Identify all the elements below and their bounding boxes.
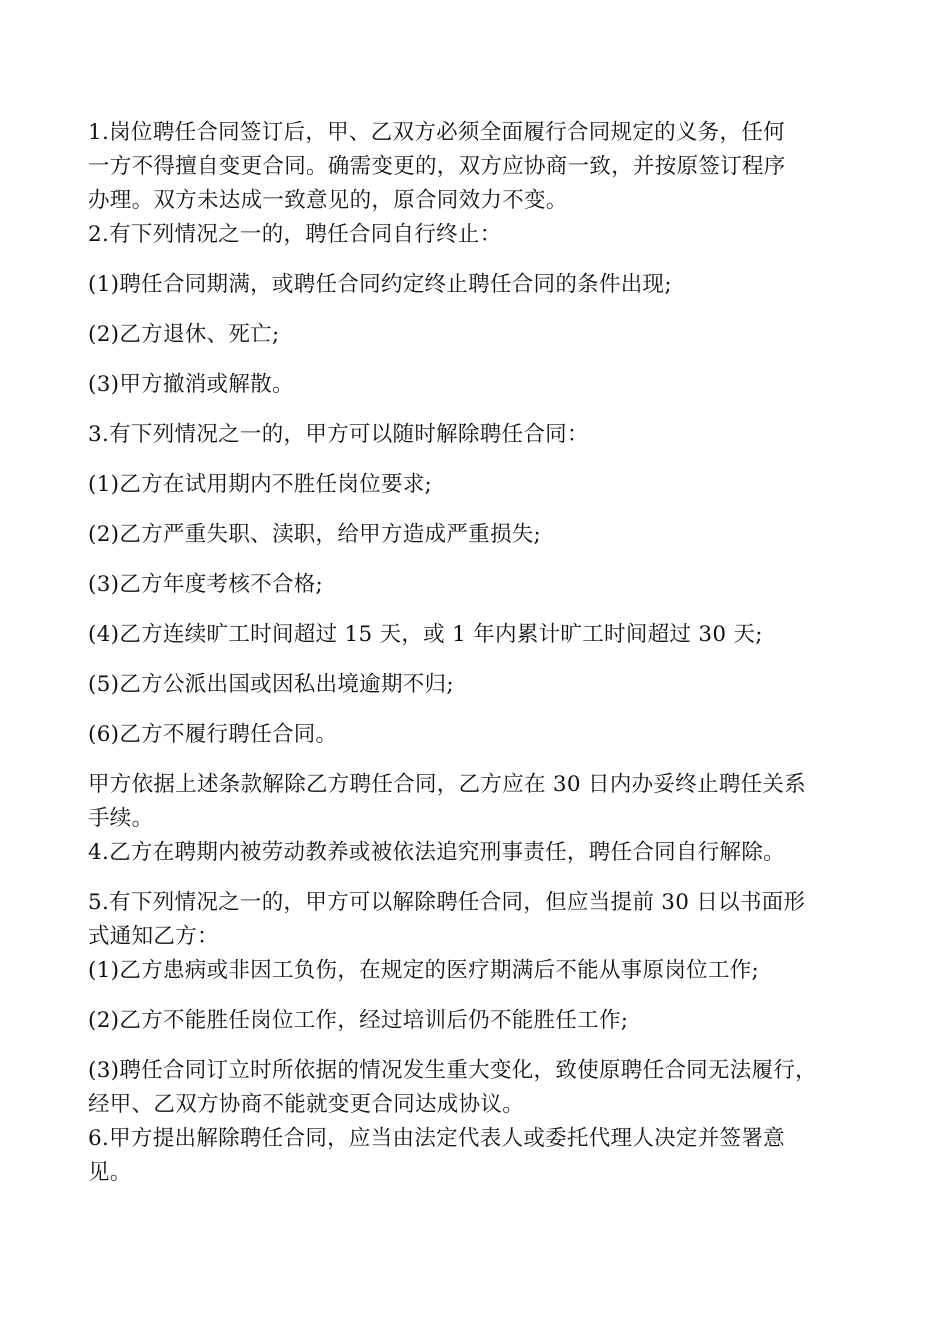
paragraph-item	[88, 618, 868, 652]
text-line: (2)乙方严重失职、渎职，给甲方造成严重损失;	[88, 522, 542, 547]
text-line: 见。	[88, 1160, 132, 1185]
paragraph-clause-2	[88, 218, 868, 252]
paragraph-item	[88, 468, 868, 502]
text-line: 5.有下列情况之一的，甲方可以解除聘任合同，但应当提前 30 日以书面形	[88, 890, 806, 915]
paragraph-clause-1	[88, 116, 868, 218]
paragraph-item	[88, 1054, 868, 1122]
text-line: 1.岗位聘任合同签订后，甲、乙双方必须全面履行合同规定的义务，任何	[88, 120, 785, 145]
paragraph-item	[88, 268, 868, 302]
text-line: 4.乙方在聘期内被劳动教养或被依法追究刑事责任，聘任合同自行解除。	[88, 840, 785, 865]
paragraph-item	[88, 1004, 868, 1038]
text-line: 2.有下列情况之一的，聘任合同自行终止：	[88, 222, 502, 247]
text-line: (4)乙方连续旷工时间超过 15 天，或 1 年内累计旷工时间超过 30 天;	[88, 622, 763, 647]
text-line: 甲方依据上述条款解除乙方聘任合同，乙方应在 30 日内办妥终止聘任关系	[88, 772, 807, 797]
text-line: 经甲、乙双方协商不能就变更合同达成协议。	[88, 1092, 525, 1117]
text-line: 3.有下列情况之一的，甲方可以随时解除聘任合同：	[88, 422, 589, 447]
text-line: (1)乙方患病或非因工负伤，在规定的医疗期满后不能从事原岗位工作;	[88, 958, 760, 983]
paragraph-clause-3	[88, 418, 868, 452]
text-line: (3)聘任合同订立时所依据的情况发生重大变化，致使原聘任合同无法履行，	[88, 1058, 817, 1083]
text-line: 一方不得擅自变更合同。确需变更的，双方应协商一致，并按原签订程序	[88, 154, 786, 179]
text-line: (5)乙方公派出国或因私出境逾期不归;	[88, 672, 454, 697]
text-line: (2)乙方退休、死亡;	[88, 322, 280, 347]
text-line: (3)乙方年度考核不合格;	[88, 572, 324, 597]
text-line: 手续。	[88, 806, 154, 831]
document-body	[88, 116, 868, 1206]
text-line: 办理。双方未达成一致意见的，原合同效力不变。	[88, 188, 568, 213]
text-line: (6)乙方不履行聘任合同。	[88, 722, 338, 747]
text-line: 式通知乙方：	[88, 924, 219, 949]
text-line: (3)甲方撤消或解散。	[88, 372, 294, 397]
text-line: (2)乙方不能胜任岗位工作，经过培训后仍不能胜任工作;	[88, 1008, 629, 1033]
text-line: (1)聘任合同期满，或聘任合同约定终止聘任合同的条件出现;	[88, 272, 672, 297]
paragraph-clause-5	[88, 886, 868, 954]
paragraph-item	[88, 668, 868, 702]
paragraph-termination-procedure	[88, 768, 868, 836]
paragraph-item	[88, 568, 868, 602]
text-line: (1)乙方在试用期内不胜任岗位要求;	[88, 472, 433, 497]
paragraph-item	[88, 318, 868, 352]
paragraph-item	[88, 718, 868, 752]
paragraph-clause-4	[88, 836, 868, 870]
paragraph-item	[88, 368, 868, 402]
text-line: 6.甲方提出解除聘任合同，应当由法定代表人或委托代理人决定并签署意	[88, 1126, 785, 1151]
paragraph-clause-6	[88, 1122, 868, 1190]
paragraph-item	[88, 954, 868, 988]
paragraph-item	[88, 518, 868, 552]
